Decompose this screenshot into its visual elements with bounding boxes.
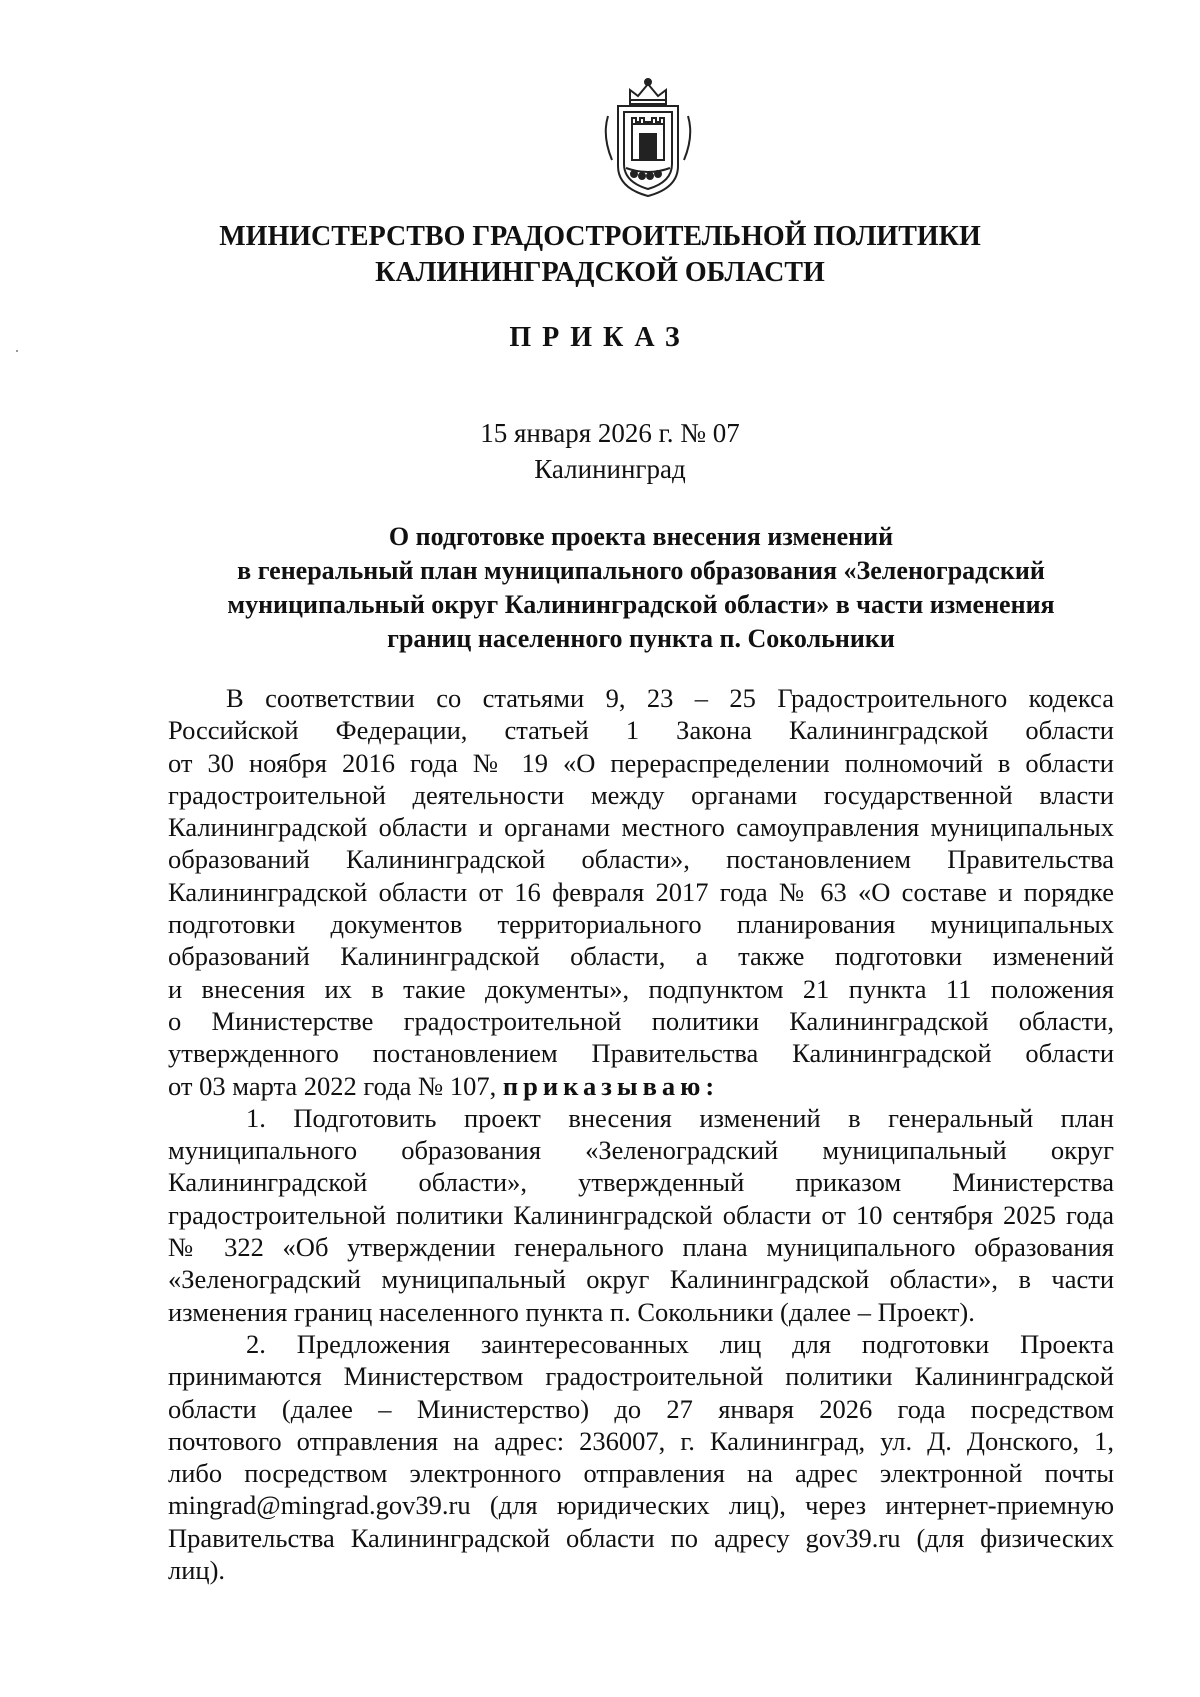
item2-line: почтового отправления на адрес: 236007, г. Калининград, ул. Д. Донского, 1,	[168, 1425, 1114, 1456]
preamble-line: утвержденного постановлением Правительства Калининградской области	[168, 1038, 1114, 1069]
ministry-name-line1: МИНИСТЕРСТВО ГРАДОСТРОИТЕЛЬНОЙ ПОЛИТИКИ	[219, 221, 981, 252]
item2-line: либо посредством электронного отправления на адрес электронной почты	[168, 1458, 1114, 1489]
preamble-line: Калининградской области и органами местного самоуправления муниципальных	[168, 812, 1114, 843]
item1-line: Калининградской области», утвержденный приказом Министерства	[168, 1167, 1114, 1198]
item1-line: муниципального образования «Зеленоградский муниципальный округ	[168, 1135, 1114, 1166]
item1-line: изменения границ населенного пункта п. Сокольники (далее – Проект).	[168, 1296, 975, 1327]
item1-line: № 322 «Об утверждении генерального плана муниципального образования	[168, 1232, 1114, 1263]
item1-line: 1. Подготовить проект внесения изменений в генеральный план	[246, 1102, 1114, 1133]
item2-line: Правительства Калининградской области по адресу gov39.ru (для физических	[168, 1522, 1114, 1553]
item2-line: mingrad@mingrad.gov39.ru (для юридических лиц), через интернет-приемную	[168, 1490, 1114, 1521]
preamble-line: от 30 ноября 2016 года № 19 «О перераспределении полномочий в области	[168, 747, 1114, 778]
preamble-last-line-text: от 03 марта 2022 года № 107,	[168, 1070, 503, 1101]
preamble-line: образований Калининградской области», постановлением Правительства	[168, 844, 1114, 875]
preamble-last-line	[168, 1070, 1114, 1102]
preamble-line: В соответствии со статьями 9, 23 – 25 Градостроительного кодекса	[226, 683, 1114, 713]
preamble-line: о Министерстве градостроительной политики Калининградской области,	[168, 1005, 1114, 1036]
item1-line: «Зеленоградский муниципальный округ Калининградской области», в части	[168, 1264, 1114, 1295]
item2-line: лиц).	[168, 1555, 226, 1586]
preamble-line: Калининградской области от 16 февраля 2017 года № 63 «О составе и порядке	[168, 876, 1114, 907]
item1-line: градостроительной политики Калининградской области от 10 сентября 2025 года	[168, 1199, 1114, 1230]
title-line: О подготовке проекта внесения изменений	[388, 522, 894, 551]
preamble-line: подготовки документов территориального планирования муниципальных	[168, 909, 1114, 940]
title-line: муниципальный округ Калининградской области» в части изменения	[227, 590, 1055, 619]
title-line: в генеральный план муниципального образования «Зеленоградский	[237, 556, 1045, 585]
item2-line: 2. Предложения заинтересованных лиц для подготовки Проекта	[246, 1328, 1114, 1359]
document-city: Калининград	[534, 454, 686, 484]
document-title	[168, 520, 1114, 656]
document-date-number: 15 января 2026 г. № 07	[480, 418, 740, 448]
document-body	[168, 682, 1114, 1586]
item2-line: принимаются Министерством градостроительной политики Калининградской	[168, 1361, 1114, 1392]
item2-line: области (далее – Министерство) до 27 января 2026 года посредством	[168, 1393, 1114, 1424]
document-type-heading: ПРИКАЗ	[509, 322, 691, 353]
preamble-line: Российской Федерации, статьей 1 Закона Калининградской области	[168, 715, 1114, 746]
title-line: границ населенного пункта п. Сокольники	[387, 624, 895, 653]
preamble-line: образований Калининградской области, а также подготовки изменений	[168, 941, 1114, 972]
coat-of-arms-emblem	[596, 76, 700, 200]
preamble-line: градостроительной деятельности между органами государственной власти	[168, 779, 1114, 810]
order-keyword: приказываю:	[502, 1070, 720, 1101]
preamble-line: и внесения их в такие документы», подпунктом 21 пункта 11 положения	[168, 973, 1114, 1004]
ministry-name-line2: КАЛИНИНГРАДСКОЙ ОБЛАСТИ	[375, 257, 825, 288]
